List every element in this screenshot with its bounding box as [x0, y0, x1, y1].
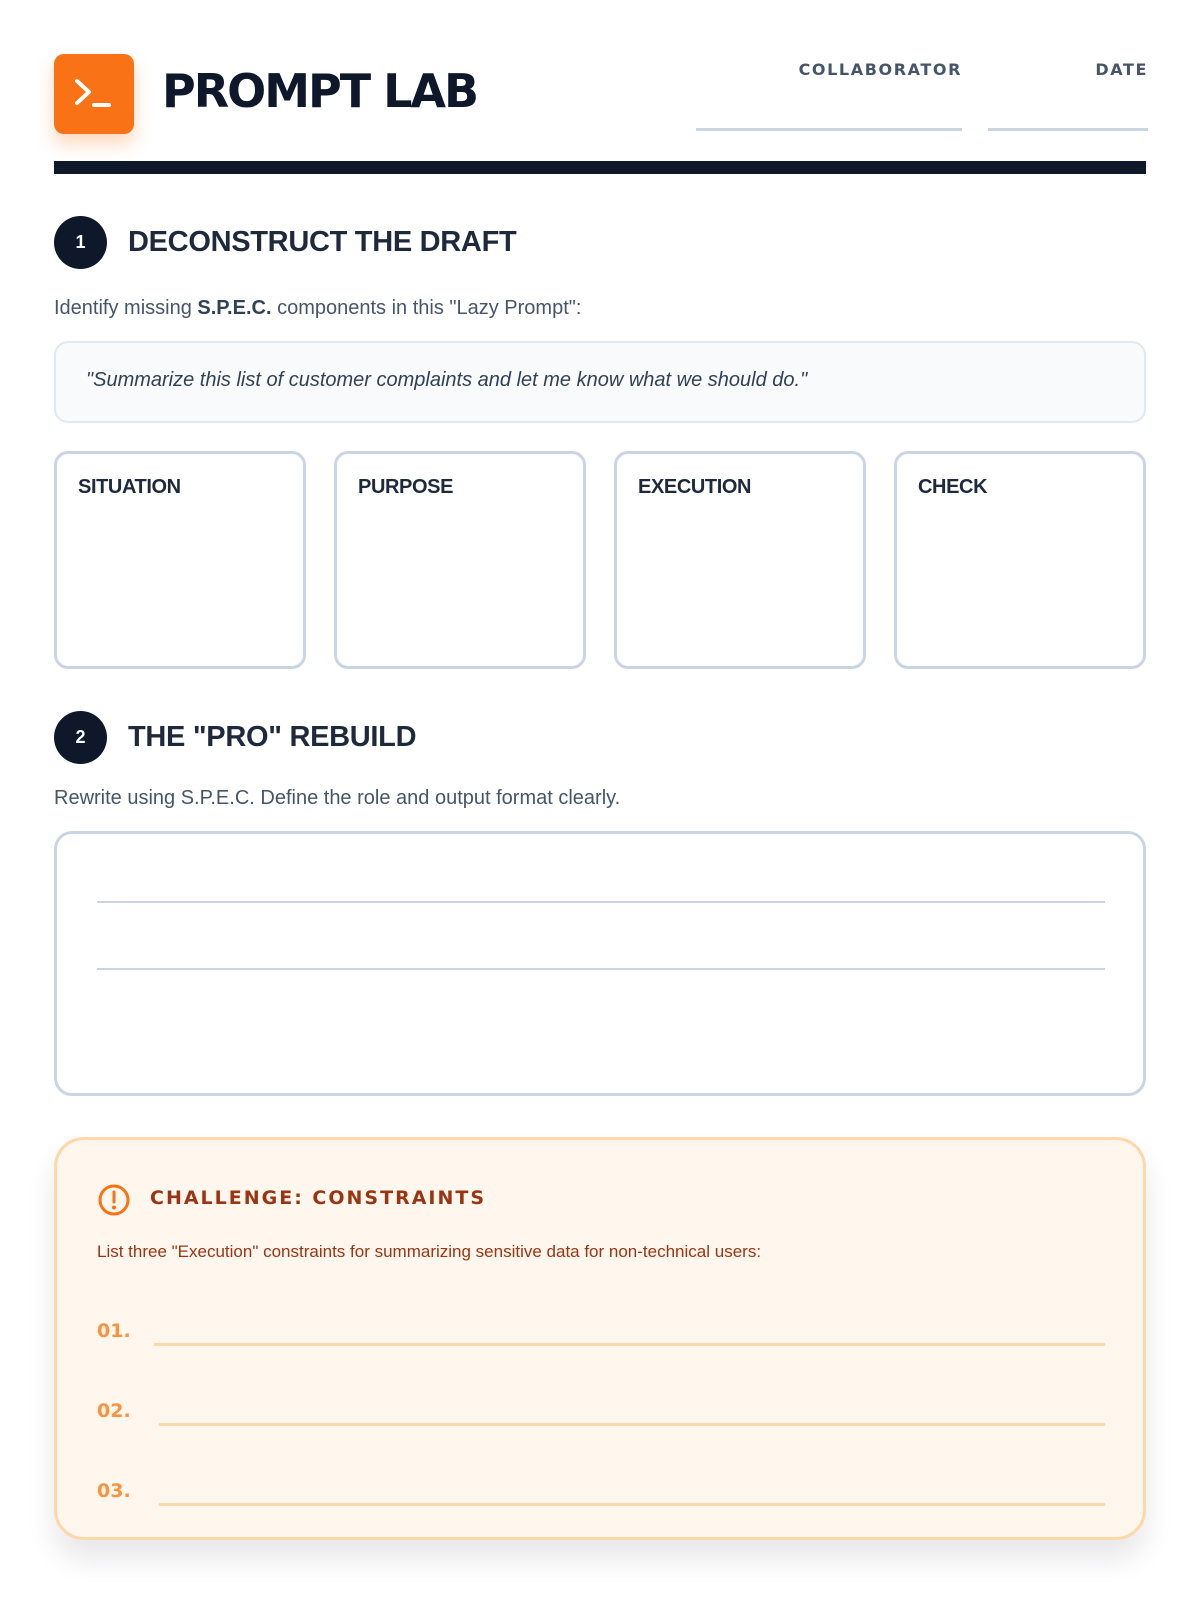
check-box[interactable] [894, 451, 1146, 669]
instruction-emphasis: S.P.E.C. [197, 297, 272, 319]
challenge-card [54, 1137, 1146, 1540]
execution-box[interactable] [614, 451, 866, 669]
collaborator-label: COLLABORATOR [798, 60, 962, 79]
worksheet-page [54, 0, 1146, 1600]
header [54, 0, 1146, 175]
answer-number: 02. [97, 1400, 131, 1422]
instruction-text: Identify missing [54, 297, 198, 319]
answer-number: 01. [97, 1320, 131, 1342]
answer-number: 03. [97, 1480, 131, 1502]
lazy-prompt-quote: "Summarize this list of customer complaints and let me know what we should do." [54, 341, 1146, 423]
spec-box-label: PURPOSE [358, 476, 454, 498]
purpose-box[interactable] [334, 451, 586, 669]
answer-line-1[interactable] [154, 1343, 1105, 1346]
spec-box-label: CHECK [918, 476, 988, 498]
challenge-instruction: List three "Execution" constraints for summarizing sensitive data for non-technical users: [97, 1242, 762, 1261]
writing-line [97, 901, 1105, 903]
section-2-instruction: Rewrite using S.P.E.C. Define the role and output format clearly. [54, 787, 621, 809]
spec-box-label: EXECUTION [638, 476, 752, 498]
section-title: DECONSTRUCT THE DRAFT [128, 226, 517, 258]
situation-box[interactable] [54, 451, 306, 669]
collaborator-input-line[interactable] [696, 128, 962, 131]
rebuild-writing-area[interactable] [54, 831, 1146, 1096]
section-title: THE "PRO" REBUILD [128, 721, 417, 753]
logo [54, 54, 134, 134]
spec-component-grid [54, 451, 1146, 669]
writing-line [97, 968, 1105, 970]
section-number-badge: 1 [54, 216, 107, 269]
page-title: PROMPT LAB [162, 64, 478, 118]
answer-line-3[interactable] [159, 1503, 1105, 1506]
answer-line-2[interactable] [159, 1423, 1105, 1426]
date-label: DATE [1095, 60, 1148, 79]
terminal-prompt-icon [74, 76, 114, 112]
instruction-text: components in this "Lazy Prompt": [271, 297, 582, 319]
section-1-instruction [54, 297, 581, 320]
spec-box-label: SITUATION [78, 476, 181, 498]
section-number-badge: 2 [54, 711, 107, 764]
alert-circle-icon [97, 1183, 131, 1217]
header-divider [54, 161, 1146, 174]
challenge-title: CHALLENGE: CONSTRAINTS [150, 1187, 487, 1209]
date-input-line[interactable] [988, 128, 1148, 131]
